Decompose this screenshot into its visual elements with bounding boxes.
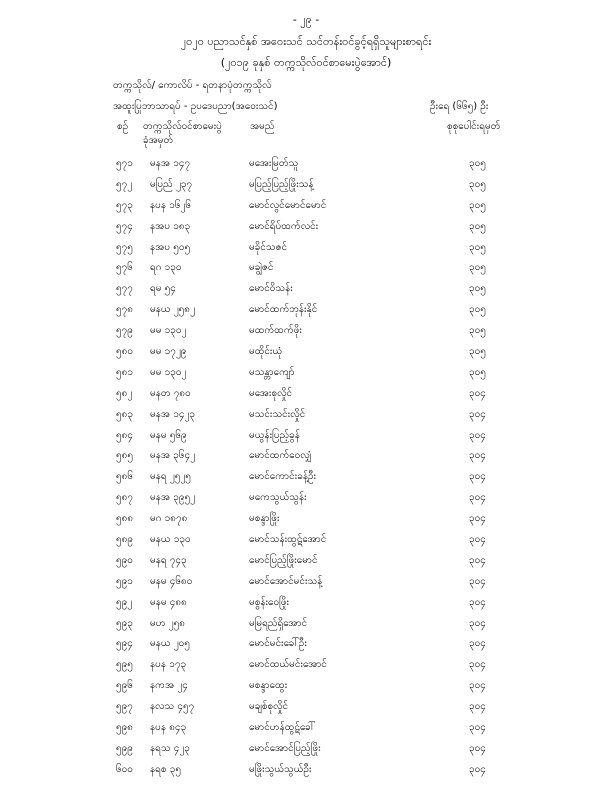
row-number: ၅၈၇	[116, 492, 133, 504]
row-number: ၅၉၇	[116, 701, 133, 713]
student-name: မစန္ဒာဖြိုး	[249, 513, 280, 525]
student-name: မကေသွယ်သွန်း	[249, 492, 307, 504]
table-row	[0, 469, 612, 490]
total-marks: ၃၀၅	[469, 366, 486, 378]
table-row	[0, 219, 612, 240]
table-row	[0, 407, 612, 428]
table-row	[0, 741, 612, 762]
roll-number: မနရ ၇၄၃	[150, 554, 187, 566]
roll-number: မနမ ၄၆၈၀	[150, 575, 193, 587]
student-name: မောင်အောင်မင်းသန့်	[249, 575, 323, 587]
column-header-no: စဉ်	[117, 121, 129, 132]
roll-number: နပန ၁၆၂၆	[150, 199, 192, 211]
total-marks: ၃၀၄	[469, 722, 486, 734]
row-number: ၅၇၅	[116, 241, 133, 253]
table-row	[0, 260, 612, 281]
total-marks: ၃၀၄	[469, 701, 486, 713]
student-name: မစန္ဒာထွေး	[249, 680, 288, 692]
table-row	[0, 198, 612, 219]
row-number: ၅၈၁	[116, 366, 133, 378]
table-row	[0, 636, 612, 657]
student-name: မမြရည်ရှိအောင်	[249, 617, 308, 629]
student-name: မောင်သန်းထွဋ်အောင်	[249, 534, 327, 546]
table-row	[0, 386, 612, 407]
roll-number: မမ ၁၇၂၉	[150, 346, 187, 358]
total-marks: ၃၀၅	[469, 178, 486, 190]
row-number: ၅၈၆	[116, 471, 133, 483]
row-number: ၅၇၃	[116, 199, 133, 211]
row-number: ၅၇၆	[116, 262, 133, 274]
student-name: မသန္တာကျော်	[249, 366, 295, 378]
row-number: ၅၇၈	[116, 304, 133, 316]
table-row	[0, 678, 612, 699]
total-marks: ၃၀၄	[469, 554, 486, 566]
roll-number: မနမ ၅၆၉	[150, 429, 187, 441]
column-header-roll-line2: ခုံအမှတ်	[143, 135, 174, 146]
row-number: ၅၉၀	[116, 554, 133, 566]
university-label: တက္ကသိုလ်/ ကောလိပ် - ရတနာပုံတက္ကသိုလ်	[113, 80, 272, 91]
total-marks: ၃၀၅	[469, 325, 486, 337]
total-marks: ၃၀၅	[469, 241, 486, 253]
row-number: ၅၈၅	[116, 450, 133, 462]
student-name: မထိုင်းယုံ	[249, 346, 283, 358]
total-marks: ၃၀၅	[469, 346, 486, 358]
table-row	[0, 281, 612, 302]
roll-number: မမ ၁၃၀၂	[150, 366, 187, 378]
table-row	[0, 365, 612, 386]
column-header-marks: စုစုပေါင်းရမှတ်	[447, 121, 501, 132]
list-subtitle: (၂၀၁၉ ခုနှစ် တက္ကသိုလ်ဝင်စာမေးပွဲအောင်)	[220, 56, 392, 69]
total-marks: ၃၀၄	[469, 408, 486, 420]
roll-number: နပန ၁၇၃	[150, 659, 187, 671]
table-row	[0, 720, 612, 741]
student-name: မောင်ဝိသန်း	[249, 283, 293, 295]
table-row	[0, 553, 612, 574]
student-name: မခိုင်သဇင်	[249, 241, 288, 253]
roll-number: မမ ၁၃၀၂	[150, 325, 187, 337]
row-number: ၅၇၇	[116, 283, 133, 295]
student-name: မထက်ထက်ဖိုး	[249, 325, 302, 337]
total-marks: ၃၀၄	[469, 638, 486, 650]
student-name: မယွန်းပြည့်ခွန်	[249, 429, 300, 441]
student-name: မောင်လွင်မောင်မောင်	[249, 199, 327, 211]
student-table	[0, 156, 612, 783]
total-marks: ၃၀၄	[469, 492, 486, 504]
total-marks: ၃၀၅	[469, 220, 486, 232]
student-name: မောင်အောင်ပြည့်ဖြိုး	[249, 742, 321, 754]
total-marks: ၃၀၅	[469, 158, 486, 169]
total-marks: ၃၀၄	[469, 680, 486, 692]
row-number: ၆၀၀	[116, 763, 133, 775]
table-row	[0, 574, 612, 595]
roll-number: နအပ ၁၈၃	[150, 220, 191, 232]
row-number: ၅၈၈	[116, 513, 134, 525]
row-number: ၅၉၃	[116, 617, 133, 629]
table-row	[0, 240, 612, 261]
total-marks: ၃၀၄	[469, 596, 486, 608]
table-row	[0, 699, 612, 720]
student-name: မောင်ကောင်းခန့်ဦး	[249, 471, 317, 483]
row-number: ၅၉၈	[116, 722, 133, 734]
row-number: ၅၇၄	[116, 220, 133, 232]
total-marks: ၃၀၄	[469, 387, 486, 399]
row-number: ၅၇၁	[116, 158, 133, 169]
total-marks: ၃၀၄	[469, 575, 486, 587]
roll-number: မနမ ၄၈၈	[150, 596, 187, 608]
row-number: ၅၉၄	[116, 638, 133, 650]
row-number: ၅၇၂	[116, 178, 133, 190]
roll-number: နကအ ၂၄	[150, 680, 188, 692]
student-name: မချစ်စုလှိုင်	[249, 701, 289, 713]
row-number: ၅၈၃	[116, 408, 133, 420]
total-marks: ၃၀၄	[469, 534, 486, 546]
roll-number: မနတ ၇၈၀	[150, 387, 191, 399]
roll-number: နလသ ၄၅၇	[150, 701, 195, 713]
table-row	[0, 595, 612, 616]
total-marks: ၃၀၄	[469, 659, 486, 671]
page-number: - ၂၉ -	[292, 13, 320, 26]
roll-number: မနအ ၃၉၅၂	[150, 492, 196, 504]
total-marks: ၃၀၅	[469, 283, 486, 295]
table-row	[0, 657, 612, 678]
roll-number: နပန ၈၄၃	[150, 722, 187, 734]
total-marks: ၃၀၄	[469, 742, 486, 754]
table-row	[0, 490, 612, 511]
student-name: မောင်ထယ်မင်းအောင်	[249, 659, 327, 671]
row-number: ၅၈၂	[116, 387, 133, 399]
roll-number: နရသ ၄၂၃	[150, 742, 190, 754]
roll-number: မနအ ၁၄၂၃	[150, 408, 196, 420]
total-marks: ၃၀၅	[469, 304, 486, 316]
roll-number: ရဂ ၁၃၀	[150, 262, 182, 274]
student-name: မောင်ရိပ်ထက်လင်း	[249, 220, 319, 232]
student-name: မချွဲဇင်	[249, 262, 274, 274]
table-row	[0, 448, 612, 469]
row-number: ၅၈၀	[116, 346, 133, 358]
total-marks: ၃၀၅	[469, 262, 486, 274]
roll-number: နအပ ၅၀၅	[150, 241, 191, 253]
roll-number: မဂ ၁၈၇၈	[150, 513, 188, 525]
total-marks: ၃၀၄	[469, 617, 486, 629]
column-header-name: အမည်	[250, 121, 275, 132]
student-name: မောင်ထက်ဝေလျှံ	[249, 450, 312, 462]
table-row	[0, 177, 612, 198]
total-marks: ၃၀၄	[469, 429, 486, 441]
total-marks: ၃၀၄	[469, 450, 486, 462]
total-marks: ၃၀၅	[469, 199, 486, 211]
table-row	[0, 428, 612, 449]
roll-number: မနအ ၃၆၄၂	[150, 450, 196, 462]
row-number: ၅၇၉	[116, 325, 133, 337]
table-row	[0, 532, 612, 553]
table-row	[0, 344, 612, 365]
row-number: ၅၉၁	[116, 575, 133, 587]
row-number: ၅၈၄	[116, 429, 133, 441]
roll-number: မဟ ၂၅၈	[150, 617, 185, 629]
table-row	[0, 156, 612, 177]
roll-number: မပြည် ၂၃၇	[150, 178, 193, 190]
table-row	[0, 762, 612, 783]
student-name: မသင်းသင်းလှိုင်	[249, 408, 306, 420]
student-name: မောင်မင်းခေါ်ဦး	[249, 638, 307, 650]
roll-number: မနယ ၁၃၀	[150, 534, 191, 546]
total-count-label: ဦးရေ (၆၆၅) ဦး	[430, 101, 489, 112]
total-marks: ၃၀၄	[469, 763, 486, 775]
student-name: မောင်ထက်ဘုန်းနိုင်	[249, 304, 318, 316]
table-row	[0, 511, 612, 532]
row-number: ၅၉၅	[116, 659, 133, 671]
row-number: ၅၉၉	[116, 742, 133, 754]
major-subject-label: အထူးပြုဘာသာရပ် - ဥပဒေပညာ(အဝေးသင်)	[113, 101, 278, 112]
table-row	[0, 302, 612, 323]
row-number: ၅၈၉	[116, 534, 133, 546]
row-number: ၅၉၆	[116, 680, 133, 692]
roll-number: မနယ ၂၀၅	[150, 638, 190, 650]
student-name: မောင်ပြည့်ဖြိုးမောင်	[249, 554, 318, 566]
roll-number: မနယ ၂၅၈၂	[150, 304, 195, 316]
total-marks: ၃၀၄	[469, 513, 486, 525]
student-name: မဖြိုးသွယ်သွယ်ဦး	[249, 763, 312, 775]
student-name: မအေးမြတ်သူ	[249, 158, 299, 169]
roll-number: နရစ ၃၅	[150, 763, 181, 775]
roll-number: ရမ ၅၄	[150, 283, 176, 295]
student-name: မစွန်းဝေဖြိုး	[249, 596, 290, 608]
column-header-roll: တက္ကသိုလ်ဝင်စာမေးပွဲ	[143, 121, 222, 132]
total-marks: ၃၀၄	[469, 471, 486, 483]
student-name: မအေးစုလှိုင်	[249, 387, 293, 399]
roll-number: မနရ ၂၅၂၅	[150, 471, 191, 483]
list-title: ၂၀၂၀ ပညာသင်နှစ် အဝေးသင် သင်တန်းဝင်ခွင့်ရရှိသူများစာရင်း	[180, 35, 432, 48]
roll-number: မနအ ၁၄၇	[150, 158, 191, 169]
row-number: ၅၉၂	[116, 596, 133, 608]
table-row	[0, 616, 612, 637]
student-name: မပြည့်ပြည့်ဖြိုးသန့်	[249, 178, 314, 190]
table-row	[0, 323, 612, 344]
student-name: မောင်ဟန်ထွဋ်ခေါ်	[249, 722, 316, 734]
